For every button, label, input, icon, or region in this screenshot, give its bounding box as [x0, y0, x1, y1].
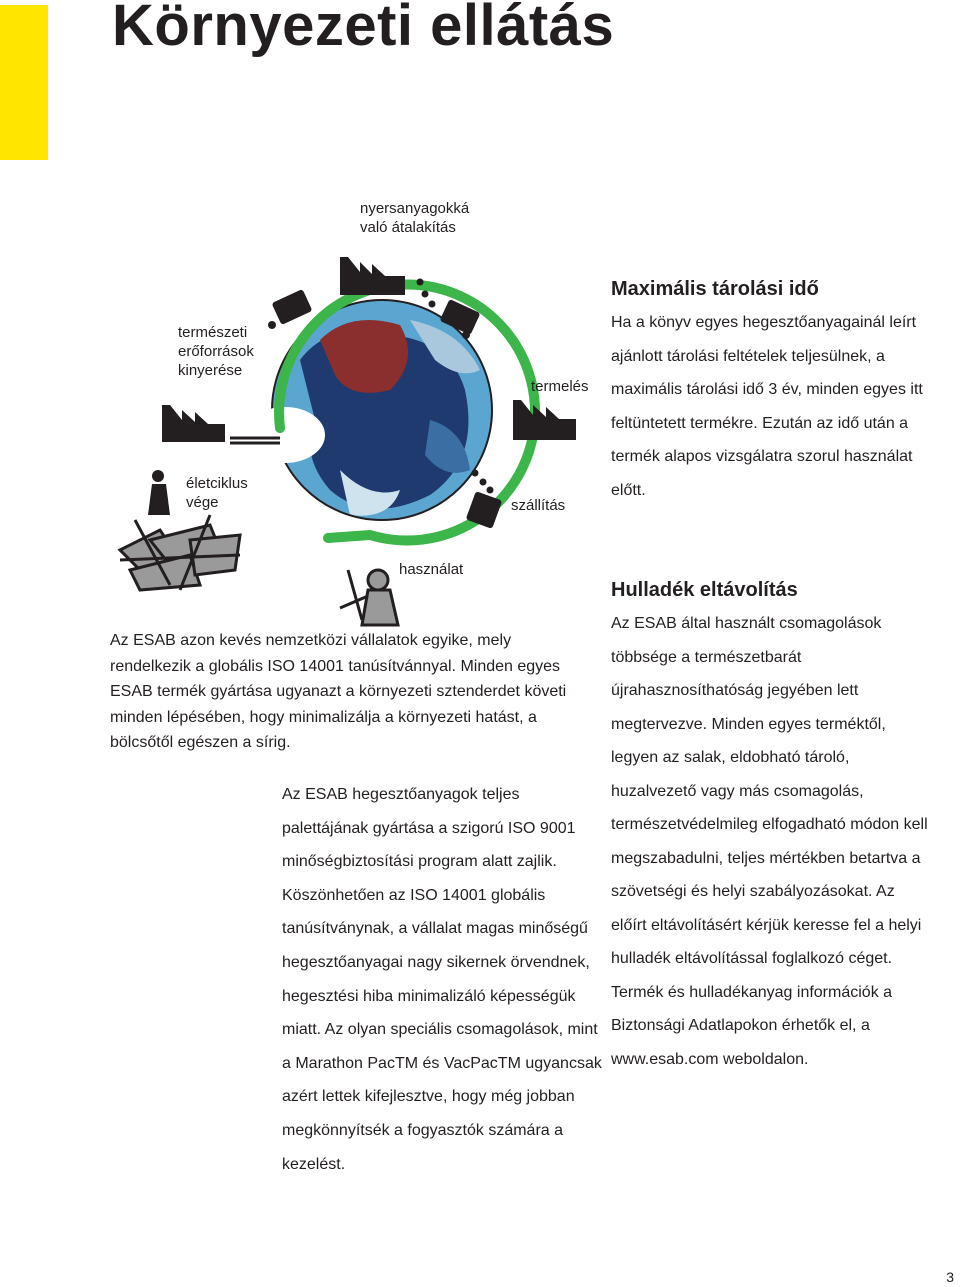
label-end-of-life — [186, 474, 248, 512]
factory-icon-right — [513, 400, 576, 440]
waste-section — [611, 577, 931, 1076]
waste-text: Az ESAB által használt csomagolások többsége a természetbarát újrahasznosíthatóság jegyében lett megtervezve. Minden egyes terméktől, legyen az salak, eldobható tároló, huzalvezető vagy más csomagolás, természetvédelmileg elfogadható módon kell megszabadulni, teljes mértékben betartva a szövetségi és helyi szabályozásokat. Az előírt eltávolításért kérjük keresse fel a helyi hulladék eltávolítással foglalkozó céget. Termék és hulladékanyag információk a Biztonsági Adatlapokon érhetők el, a www.esab.com weboldalon. — [611, 615, 928, 1068]
label-raw-material-line-1: nyersanyagokká — [360, 200, 470, 217]
label-production: termelés — [531, 378, 589, 395]
person-icon — [148, 470, 170, 515]
welder-icon — [340, 570, 398, 625]
label-raw-material-line-2: való átalakítás — [360, 219, 456, 236]
truck-icon-left — [268, 289, 312, 329]
label-extraction — [178, 323, 254, 380]
label-extraction-line-1: természeti — [178, 324, 248, 341]
label-end-of-life-line-1: életciklus — [186, 475, 248, 492]
page-title: Környezeti ellátás — [112, 0, 615, 58]
label-extraction-line-2: erőforrások — [178, 343, 254, 360]
factory-icon-top — [340, 257, 405, 295]
storage-text: Ha a könyv egyes hegesztőanyagainál leírt ajánlott tárolási feltételek teljesülnek, a maximális tárolási idő 3 év, minden egyes itt feltüntetett termékre. Ezután az idő után a termék alapos vizsgálatra szorul használat előtt. — [611, 314, 923, 499]
factory-icon-left — [162, 405, 225, 442]
lifecycle-diagram — [100, 240, 620, 630]
storage-heading: Maximális tárolási idő — [611, 278, 819, 300]
label-transport: szállítás — [511, 497, 566, 514]
label-raw-material — [360, 199, 469, 237]
body-left-paragraph: Az ESAB hegesztőanyagok teljes palettájának gyártása a szigorú ISO 9001 minőségbiztosítási program alatt zajlik. Köszönhetően az ISO 14001 globális tanúsítványnak, a vállalat magas minőségű hegesztőanyagai nagy sikernek örvendnek, hegesztési hiba minimalizáló képességük miatt. Az olyan speciális csomagolások, mint a Marathon PacTM és VacPacTM ugyancsak azért lettek kifejlesztve, hogy még jobban megkönnyítsék a fogyasztók számára a kezelést. — [282, 786, 602, 1173]
yellow-accent-bar — [0, 5, 48, 160]
label-use: használat — [399, 561, 464, 578]
scrap-pile-icon — [120, 515, 240, 590]
storage-section — [611, 276, 931, 507]
intro-paragraph: Az ESAB azon kevés nemzetközi vállalatok egyike, mely rendelkezik a globális ISO 14001 tanúsítvánnyal. Minden egyes ESAB termék gyártása ugyanazt a környezeti sztenderdet követi minden lépésében, hogy minimalizálja a környezeti hatást, a bölcsőtől egészen a sírig. — [110, 632, 567, 751]
label-extraction-line-3: kinyerése — [178, 362, 243, 379]
label-end-of-life-line-2: vége — [186, 494, 219, 511]
page-number: 3 — [946, 1269, 954, 1285]
waste-heading: Hulladék eltávolítás — [611, 579, 798, 601]
